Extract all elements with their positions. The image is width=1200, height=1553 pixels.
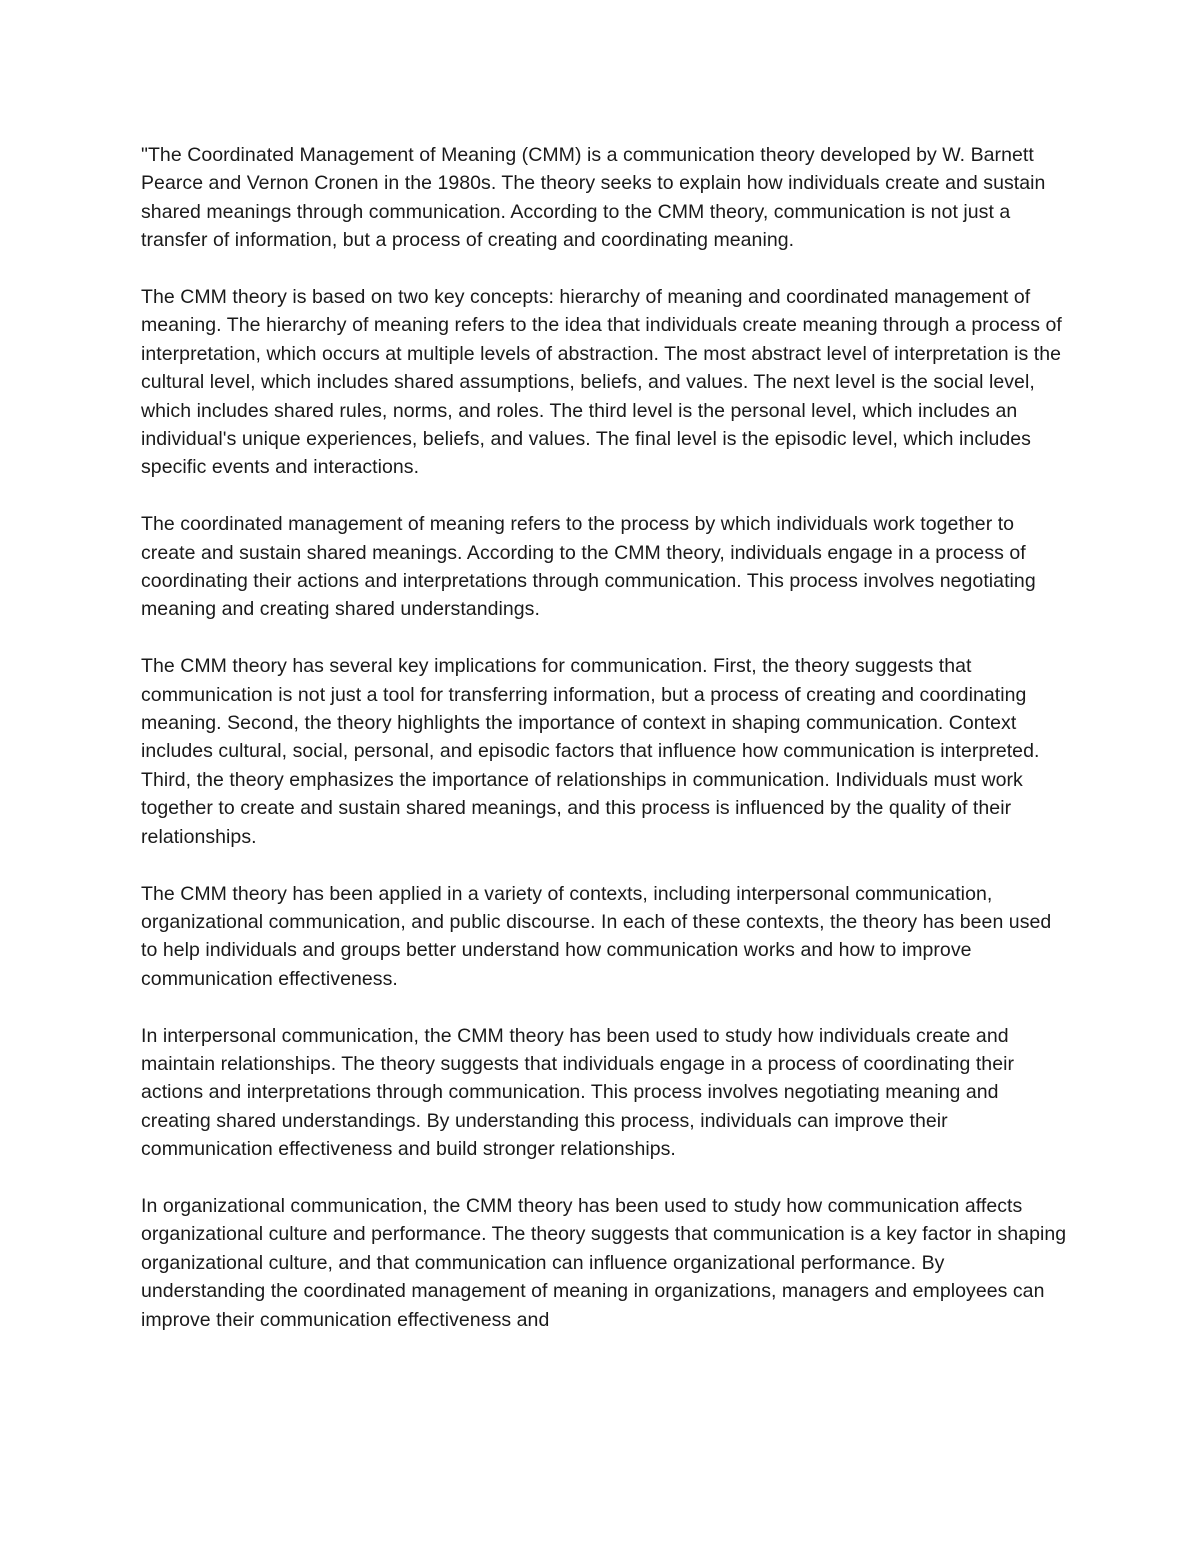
paragraph-interpersonal: In interpersonal communication, the CMM theory has been used to study how individuals create and maintain relationships. The theory suggests that individuals engage in a process of coordinating their actions and interpretations through communication. This process involves negotiating meaning and creating shared understandings. By understanding this process, individuals can improve their communication effectiveness and build stronger relationships. bbox=[141, 1024, 1015, 1161]
paragraph-applications: The CMM theory has been applied in a variety of contexts, including interpersonal communication, organizational communication, and public discourse. In each of these contexts, the theory has been used to help individuals and groups better understand how communication works and how to improve communication effectiveness. bbox=[141, 882, 1052, 990]
paragraph-coordinated-management: The coordinated management of meaning refers to the process by which individuals work together to create and sustain shared meanings. According to the CMM theory, individuals engage in a process of coordinating their actions and interpretations through communication. This process involves negotiating meaning and creating shared understandings. bbox=[141, 513, 1036, 621]
paragraph-hierarchy-of-meaning: The CMM theory is based on two key concepts: hierarchy of meaning and coordinated management of meaning. The hierarchy of meaning refers to the idea that individuals create meaning through a process of interpretation, which occurs at multiple levels of abstraction. The most abstract level of interpretation is the cultural level, which includes shared assumptions, beliefs, and values. The next level is the social level, which includes shared rules, norms, and roles. The third level is the personal level, which includes an individual's unique experiences, beliefs, and values. The final level is the episodic level, which includes specific events and interactions. bbox=[141, 286, 1062, 479]
paragraph-key-implications: The CMM theory has several key implications for communication. First, the theory suggests that communication is not just a tool for transferring information, but a process of creating and coordinating meaning. Second, the theory highlights the importance of context in shaping communication. Context includes cultural, social, personal, and episodic factors that influence how communication is interpreted. Third, the theory emphasizes the importance of relationships in communication. Individuals must work together to create and sustain shared meanings, and this process is influenced by the quality of their relationships. bbox=[141, 655, 1040, 848]
paragraph-cmm-intro: "The Coordinated Management of Meaning (CMM) is a communication theory developed by W. Barnett Pearce and Vernon Cronen in the 1980s. The theory seeks to explain how individuals create and sustain shared meanings through communication. According to the CMM theory, communication is not just a transfer of information, but a process of creating and coordinating meaning. bbox=[141, 144, 1046, 252]
paragraph-organizational: In organizational communication, the CMM theory has been used to study how communication affects organizational culture and performance. The theory suggests that communication is a key factor in shaping organizational culture, and that communication can influence organizational performance. By understanding the coordinated management of meaning in organizations, managers and employees can improve their communication effectiveness and bbox=[141, 1194, 1067, 1331]
document-page bbox=[141, 141, 1071, 1362]
